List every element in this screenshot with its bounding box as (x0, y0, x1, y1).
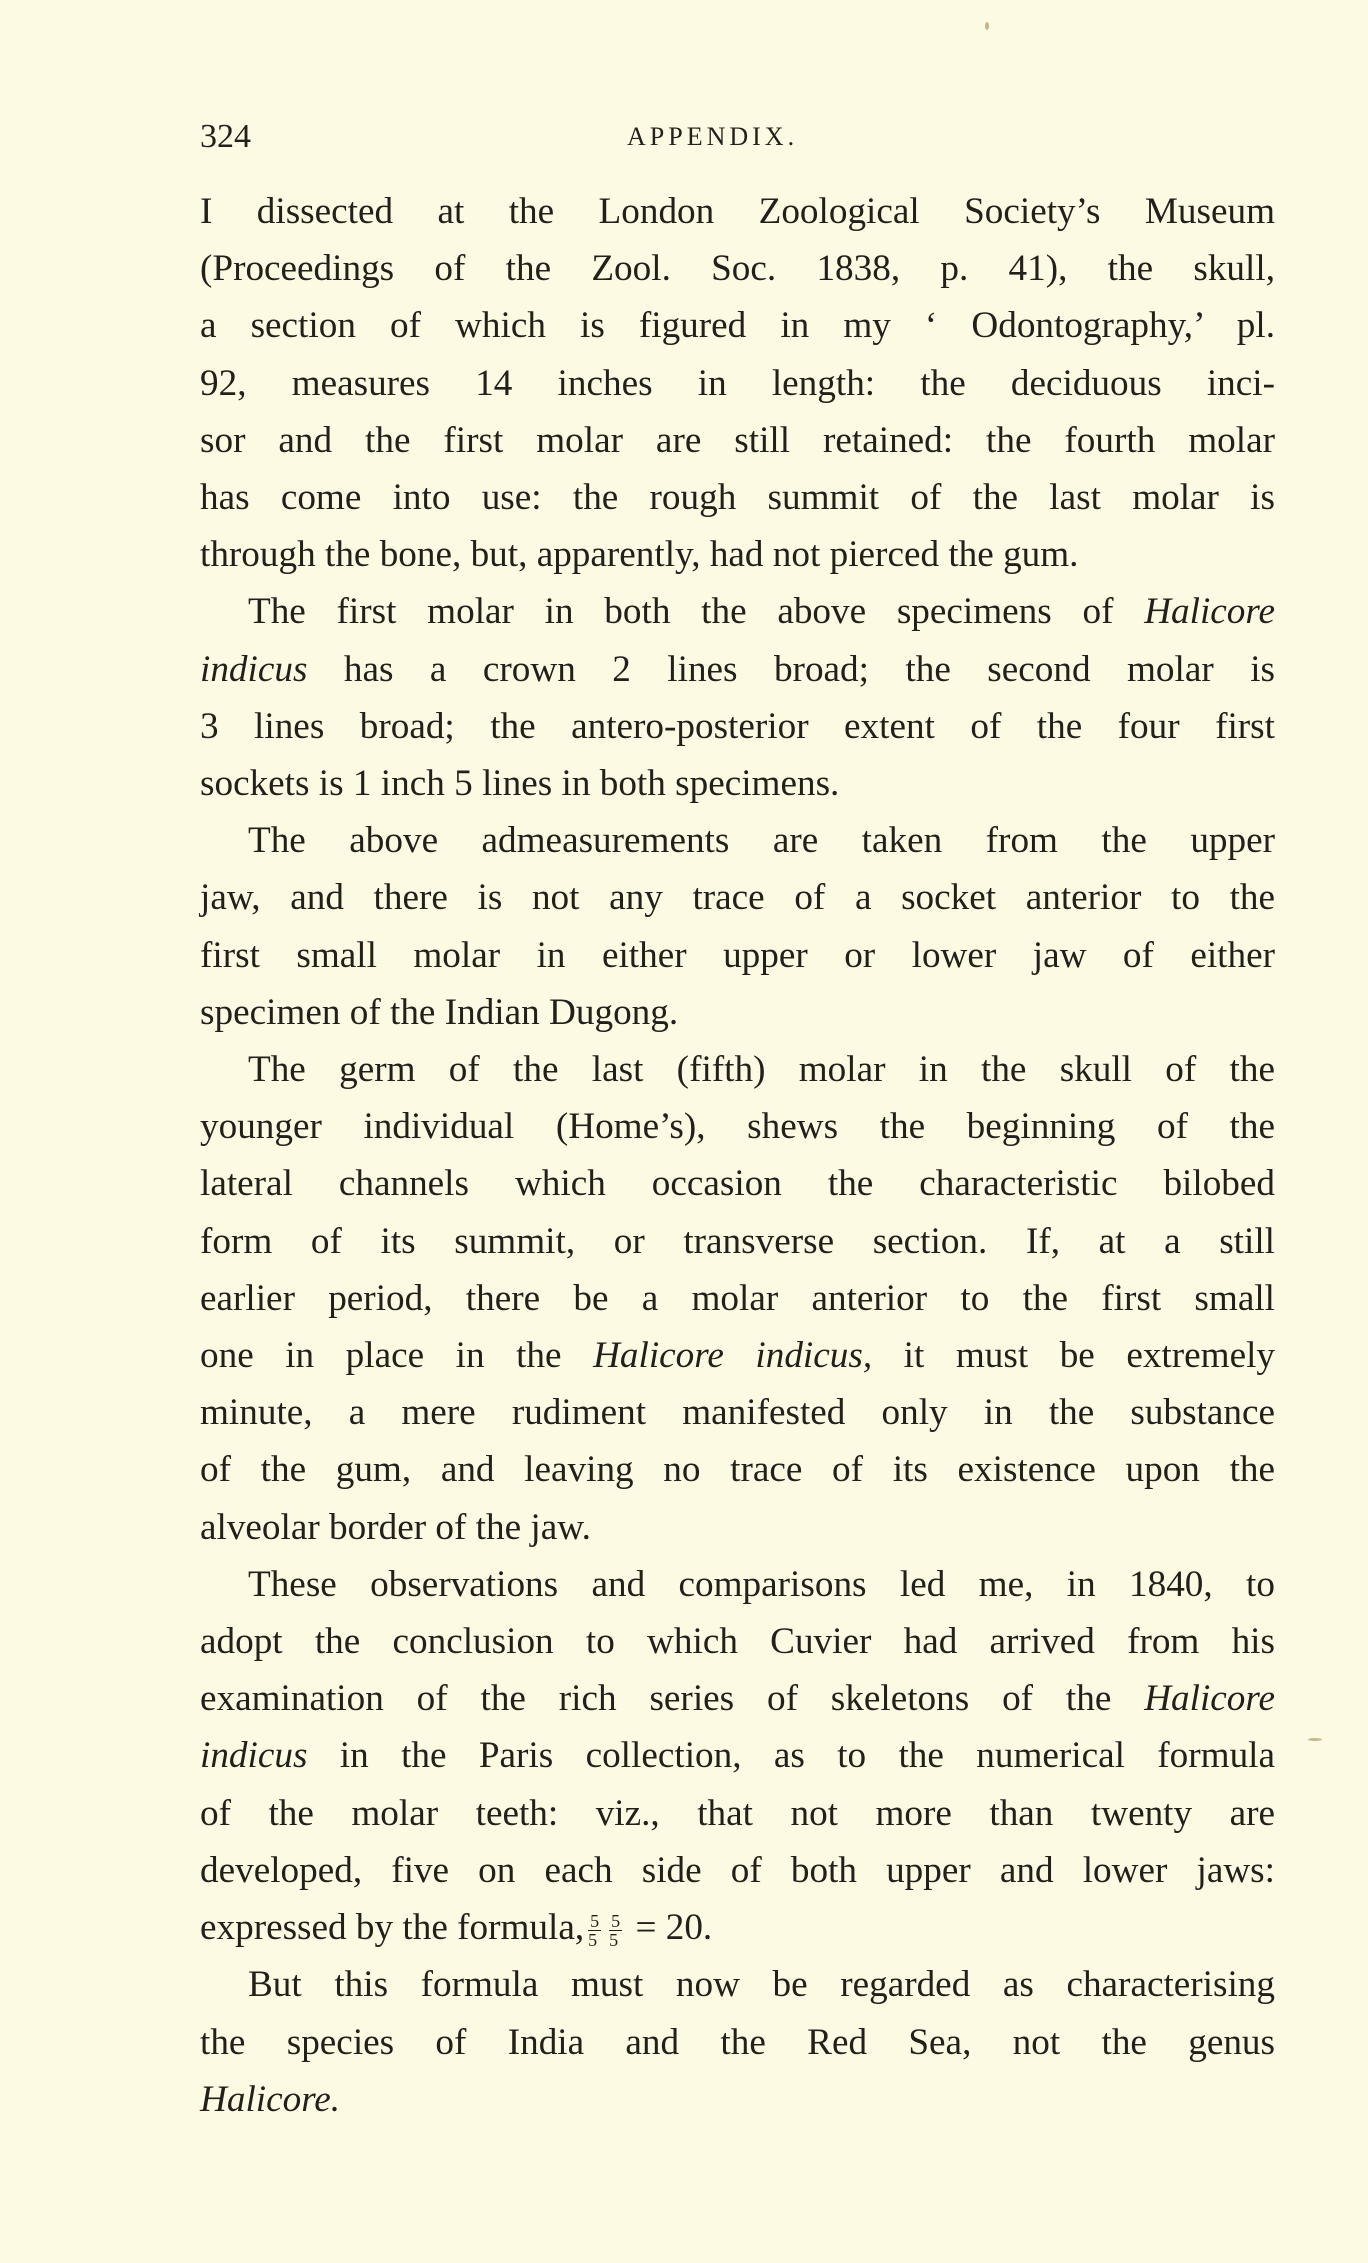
species-name: indicus (200, 1735, 308, 1777)
text-line: earlier period, there be a molar anterior to the first small (200, 1277, 1275, 1319)
paper-speck (1308, 1738, 1322, 1741)
text-line: (Proceedings of the Zool. Soc. 1838, p. 41), the skull, (200, 248, 1275, 290)
text-run: expressed by the formula, (200, 1907, 585, 1949)
text-line: the species of India and the Red Sea, not the genus (200, 2021, 1275, 2063)
text-line: first small molar in either upper or lower jaw of either (200, 934, 1275, 976)
text-run: The first molar in both the above specimens of (248, 591, 1114, 633)
text-line: of the molar teeth: viz., that not more than twenty are (200, 1792, 1275, 1834)
dental-fraction (609, 1912, 622, 1949)
species-name: Halicore. (200, 2078, 341, 2120)
paper-speck (985, 22, 989, 30)
paragraph-6 (200, 1956, 1275, 2128)
text-line: But this formula must now be regarded as characterising (248, 1964, 1275, 2006)
paragraph-4 (200, 1041, 1275, 1556)
text-line (200, 1899, 1275, 1956)
text-run: in the Paris collection, as to the numerical formula (339, 1735, 1276, 1777)
text-line: has come into use: the rough summit of the last molar is (200, 477, 1275, 519)
body-text (200, 183, 1275, 2128)
paragraph-1 (200, 183, 1275, 583)
text-line (200, 1670, 1275, 1727)
text-line (200, 2071, 1275, 2128)
running-head: APPENDIX. (627, 122, 799, 151)
fraction-denominator: 5 (588, 1930, 598, 1951)
species-name: Halicore indicus, (593, 1335, 873, 1377)
text-run: examination of the rich series of skeletons of the (200, 1678, 1112, 1720)
fraction-denominator: 5 (609, 1930, 619, 1951)
text-line: sockets is 1 inch 5 lines in both specimens. (200, 763, 840, 805)
text-line: younger individual (Home’s), shews the beginning of the (200, 1106, 1275, 1148)
text-line: 3 lines broad; the antero-posterior extent of the four first (200, 705, 1275, 747)
species-name: Halicore (1144, 591, 1275, 633)
text-line: developed, five on each side of both upper and lower jaws: (200, 1849, 1275, 1891)
fraction-numerator: 5 (611, 1911, 621, 1932)
text-run: one in place in the (200, 1335, 562, 1377)
text-line: form of its summit, or transverse section. If, at a still (200, 1220, 1275, 1262)
species-name: Halicore (1144, 1678, 1275, 1720)
fraction-numerator: 5 (590, 1911, 600, 1932)
text-line: a section of which is figured in my ‘ Odontography,’ pl. (200, 305, 1275, 347)
text-run: has a crown 2 lines broad; the second molar is (343, 648, 1275, 690)
text-line: of the gum, and leaving no trace of its existence upon the (200, 1449, 1275, 1491)
text-line: sor and the first molar are still retained: the fourth molar (200, 419, 1275, 461)
page-header (200, 118, 1280, 178)
page-number: 324 (200, 118, 251, 155)
text-line: lateral channels which occasion the characteristic bilobed (200, 1163, 1275, 1205)
paragraph-5 (200, 1556, 1275, 1956)
text-line (200, 583, 1275, 640)
text-run: it must be extremely (903, 1335, 1276, 1377)
text-line: specimen of the Indian Dugong. (200, 991, 679, 1033)
text-line: I dissected at the London Zoological Society’s Museum (200, 191, 1275, 232)
text-line: These observations and comparisons led me, in 1840, to (248, 1563, 1275, 1605)
text-line (200, 1727, 1275, 1784)
text-line: minute, a mere rudiment manifested only in the substance (200, 1392, 1275, 1434)
species-name: indicus (200, 648, 308, 690)
paragraph-3 (200, 812, 1275, 1041)
text-run: = 20. (635, 1907, 713, 1949)
text-line: The germ of the last (fifth) molar in the skull of the (248, 1049, 1275, 1091)
text-line: 92, measures 14 inches in length: the deciduous inci- (200, 362, 1275, 404)
dental-fraction (588, 1912, 601, 1949)
text-line (200, 641, 1275, 698)
text-line: through the bone, but, apparently, had not pierced the gum. (200, 534, 1079, 576)
text-line (200, 1327, 1275, 1384)
paragraph-2 (200, 583, 1275, 812)
text-line: alveolar border of the jaw. (200, 1506, 591, 1548)
text-line: adopt the conclusion to which Cuvier had arrived from his (200, 1621, 1275, 1663)
text-line: jaw, and there is not any trace of a socket anterior to the (200, 877, 1275, 919)
text-line: The above admeasurements are taken from the upper (248, 820, 1275, 862)
